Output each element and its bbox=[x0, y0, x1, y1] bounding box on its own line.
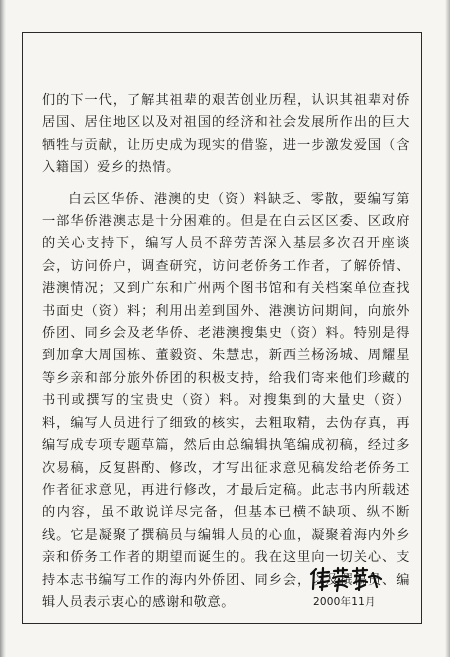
scan-shadow-left bbox=[0, 0, 6, 657]
handwritten-signature bbox=[307, 565, 387, 593]
date-line: 2000年11月 bbox=[313, 596, 376, 608]
body-text bbox=[42, 90, 410, 614]
scan-shadow-right bbox=[445, 0, 450, 657]
paragraph-acknowledgement: 白云区华侨、港澳的史（资）料缺乏、零散，要编写第一部华侨港澳志是十分困难的。但是在白云区区委、区政府的关心支持下，编写人员不辞劳苦深入基层多次召开座谈会，访问侨户，调查研究，访问老侨务工作者，了解侨情、港澳情况；又到广东和广州两个图书馆和有关档案单位查找书面史（资）料；利用出差到国外、港澳访问期间，向旅外侨团、同乡会及老华侨、老港澳搜集史（资）料。特别是得到加拿大周国栋、董毅资、朱慧忠，新西兰杨汤城、周耀星等乡亲和部分旅外侨团的积极支持，给我们寄来他们珍藏的书刊或撰写的宝贵史（资）料。对搜集到的大量史（资）料，编写人员进行了细致的核实，去粗取精，去伪存真，再编写成专项专题草篇，然后由总编辑执笔编成初稿，经过多次易稿，反复斟酌、修改，才写出征求意见稿发给老侨务工作者征求意见，再进行修改，才最后定稿。此志书内所载述的内容，虽不敢说详尽完备，但基本已横不缺项、纵不断线。它是凝聚了撰稿员与编辑人员的心血，凝聚着海内外乡亲和侨务工作者的期望而诞生的。我在这里向一切关心、支持本志书编写工作的海内外侨团、同乡会，以及撰稿员、编辑人员表示衷心的感谢和敬意。 bbox=[42, 191, 410, 610]
paragraph-continued: 们的下一代，了解其祖辈的艰苦创业历程，认识其祖辈对侨居国、居住地区以及对祖国的经济和社会发展所作出的巨大牺牲与贡献，让历史成为现实的借鉴，进一步激发爱国（含入籍国）爱乡的热情。 bbox=[42, 93, 410, 176]
